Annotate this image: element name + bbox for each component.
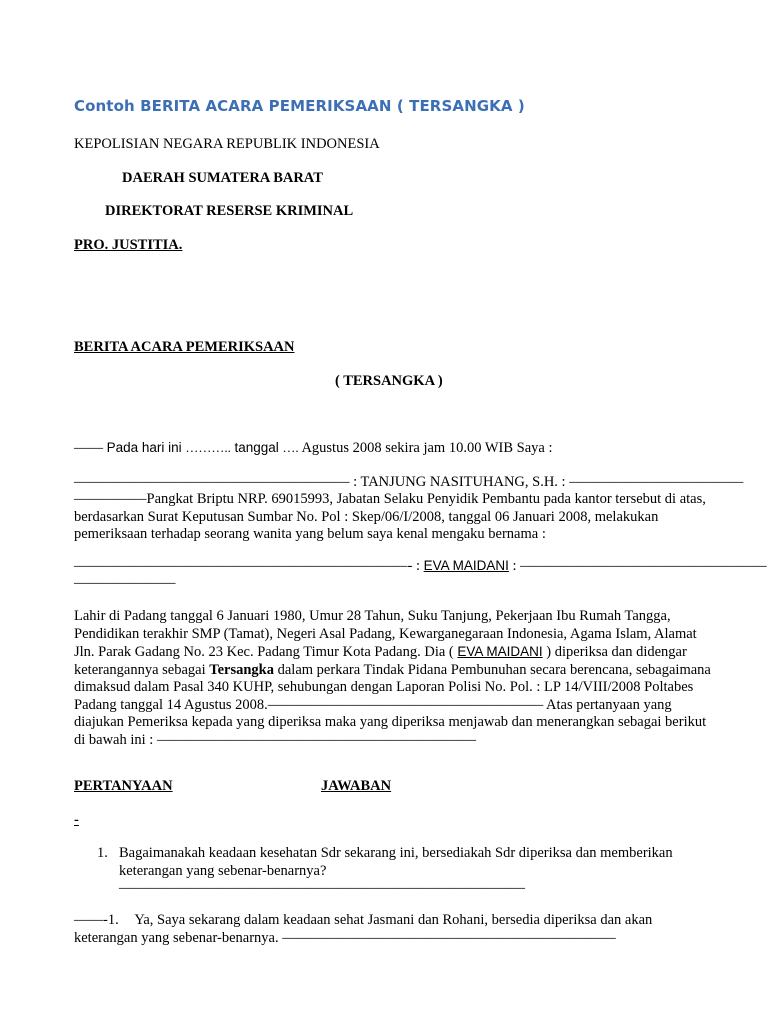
answer-1-line <box>74 912 652 929</box>
opening-pre: Pada hari ini <box>106 440 182 455</box>
investigator-line: ——————————————————— : TANJUNG NASITUHANG, S.H. : ———————————— <box>74 474 744 490</box>
opening-rest: Agustus 2008 sekira jam 10.00 WIB Saya : <box>301 440 553 456</box>
directorate-name: DIREKTORAT RESERSE KRIMINAL <box>105 203 354 219</box>
identity-part2: ) diperiksa dan didengar keterangannya sebagai <box>74 644 687 678</box>
suspect-line-post: : ————————————————— <box>508 558 767 574</box>
document-title: BERITA ACARA PEMERIKSAAN <box>74 339 295 355</box>
answer-1-text: Ya, Saya sekarang dalam keadaan sehat Jasmani dan Rohani, bersedia diperiksa dan akan <box>134 912 653 928</box>
pro-justitia: PRO. JUSTITIA. <box>74 237 183 253</box>
paragraph-investigator: —————Pangkat Briptu NRP. 69015993, Jabatan Selaku Penyidik Pembantu pada kantor tersebut di atas, berdasarkan Surat Keputusan Sumbar No. Pol : Skep/06/I/2008, tanggal 06 Januari 2008, melakukan pemeriksaan terhadap seorang wanita yang belum saya kenal mengaku bernama : <box>74 491 706 542</box>
question-1-number: 1. <box>97 845 108 861</box>
identity-role: Tersangka <box>209 661 274 678</box>
column-header-question: PERTANYAAN <box>74 778 173 794</box>
opening-dots-date: …. <box>282 440 299 455</box>
question-1-text: Bagaimanakah keadaan kesehatan Sdr sekarang ini, bersediakah Sdr diperiksa dan memberikan keterangan yang sebenar-benarnya? ———————————————————————————— <box>119 845 673 896</box>
suspect-line-pre: ———————————————————————- : <box>74 558 424 574</box>
agency-name: KEPOLISIAN NEGARA REPUBLIK INDONESIA <box>74 136 380 152</box>
suspect-name: EVA MAIDANI <box>423 558 509 573</box>
stray-mark: - <box>74 812 79 828</box>
document-subtitle: ( TERSANGKA ) <box>335 373 443 389</box>
region-name: DAERAH SUMATERA BARAT <box>122 170 323 186</box>
opening-dots-day: ……….. <box>185 440 231 455</box>
identity-suspect-name: EVA MAIDANI <box>457 644 543 659</box>
column-header-answer: JAWABAN <box>321 778 392 794</box>
answer-1-prefix: ——-1. <box>74 912 119 928</box>
identity-part3: dalam perkara Tindak Pidana Pembunuhan secara berencana, sebagaimana dimaksud dalam Pasal 340 KUHP, sehubungan dengan Laporan Polisi No. Pol. : LP 14/VIII/2008 Poltabes Padang tanggal 14 Agustus 2008.——————————————————— Atas pertanyaan yang diajukan Pemeriksa kepada yang diperiksa maka yang diperiksa menjawab dan menerangkan sebagai berikut di bawah ini : —————————————————————— <box>74 661 711 748</box>
opening-dash: —— <box>74 440 103 456</box>
document-heading: Contoh BERITA ACARA PEMERIKSAAN ( TERSANGKA ) <box>74 97 525 115</box>
opening-tanggal: tanggal <box>234 440 279 455</box>
suspect-line <box>74 558 767 575</box>
opening-line <box>74 440 552 457</box>
suspect-line-continuation: ——————— <box>74 575 176 591</box>
identity-part1: Lahir di Padang tanggal 6 Januari 1980, Umur 28 Tahun, Suku Tanjung, Pekerjaan Ibu Rumah Tangga, Pendidikan terakhir SMP (Tamat), Negeri Asal Padang, Kewarganegaraan Indonesia, Agama Islam, Alamat Jln. Parak Gadang No. 23 Kec. Padang Timur Kota Padang. Dia ( <box>74 608 697 660</box>
answer-1-line-2: keterangan yang sebenar-benarnya. ——————————————————————— <box>74 930 616 946</box>
paragraph-identity <box>74 608 714 749</box>
